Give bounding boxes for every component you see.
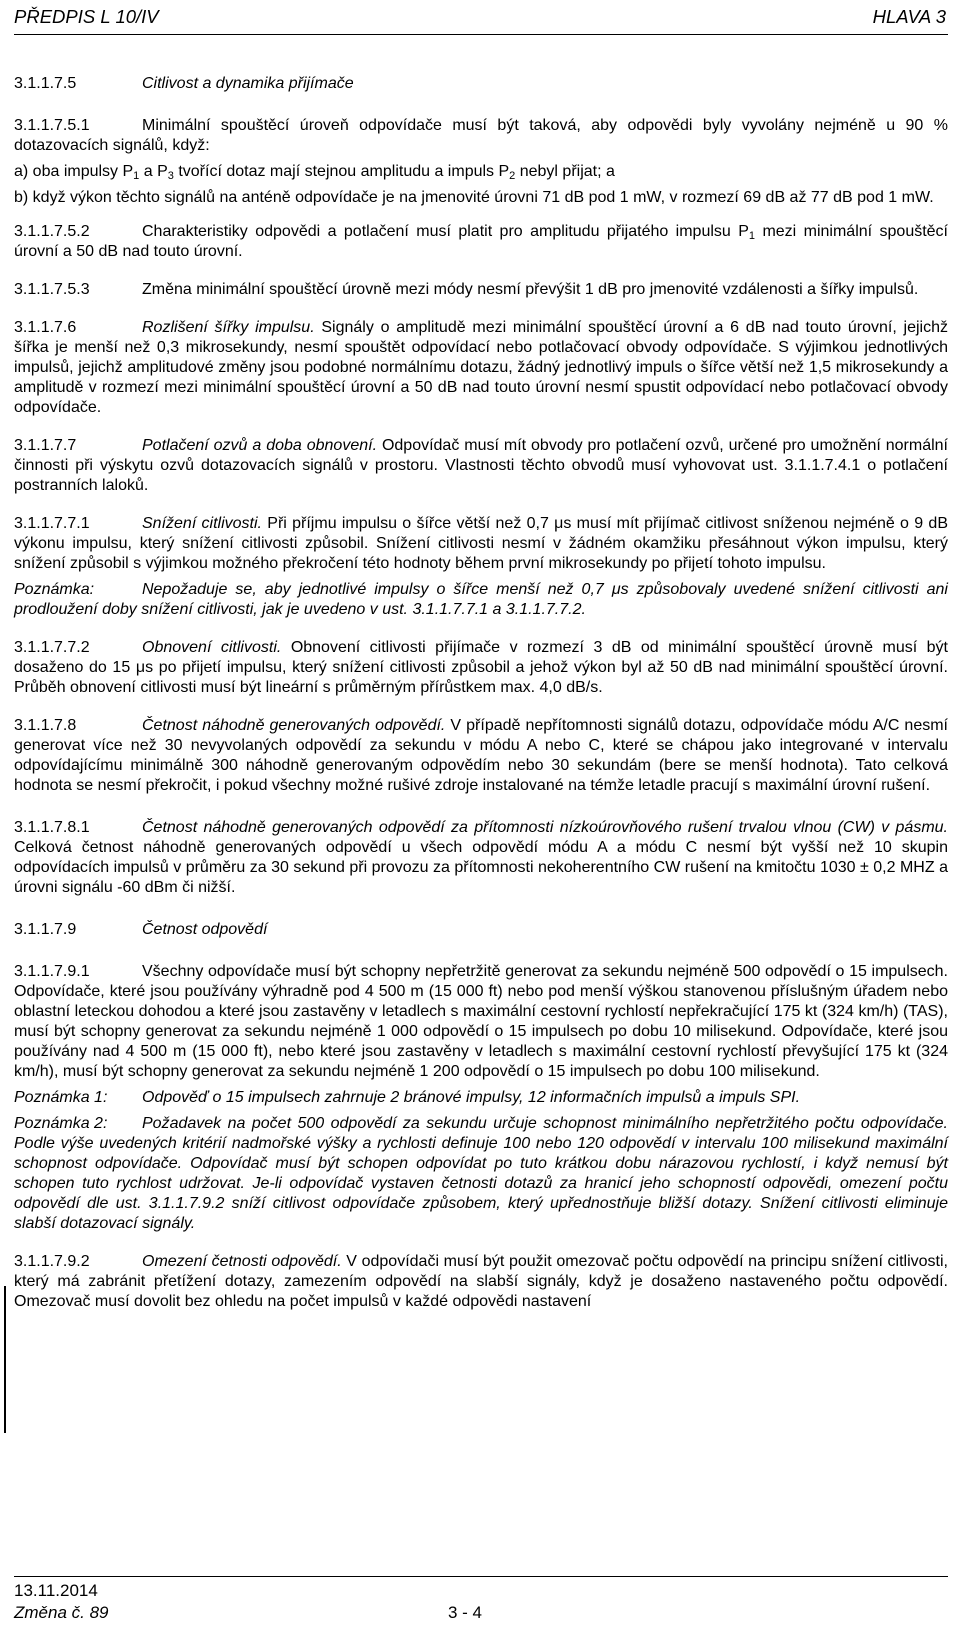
section-text: Všechny odpovídače musí být schopny nepřetržitě generovat za sekundu nejméně 500 odpovědí o 15 impulsech. Odpovídače, které jsou používány výhradně pod 4 500 m (15 000 ft) nebo pod menší výškou stanovenou příslušným úřadem nebo oblastní leteckou dohodou a které jsou zastavěny v letadlech s maximální cestovní rychlostí nepřekračující 175 kt (324 km/h) (TAS), musí být schopny generovat za sekundu nejméně 1 000 odpovědí o 15 impulsech po dobu 10 milisekund. Odpovídače, které jsou používány nad 4 500 m (15 000 ft), nebo které jsou zastavěny v letadlech s maximální cestovní rychlostí převyšující 175 kt (324 km/h), musí být schopny generovat za sekundu nejméně 1 200 odpovědí o 15 impulsech po dobu 100 milisekund.	[14, 963, 948, 1080]
note-poznamka-1	[14, 1088, 948, 1108]
section-number: 3.1.1.7.6	[14, 319, 77, 336]
section-3-1-1-7-8-1	[14, 818, 948, 898]
note-label: Poznámka:	[14, 581, 95, 598]
section-text: Celková četnost náhodně generovaných odpovědí u všech odpovědí módu A a módu C nesmí být vyšší než 10 skupin odpovídacích impulsů v průměru za 30 sekund při provozu za přítomnosti nekoherentního CW rušení na kmitočtu 1030 ± 0,2 MHZ a úrovni signálu -60 dBm či nižší.	[14, 839, 948, 896]
section-number: 3.1.1.7.9	[14, 921, 77, 938]
section-number: 3.1.1.7.8.1	[14, 819, 90, 836]
mu-symbol: μ	[135, 659, 146, 676]
page-footer	[14, 1576, 948, 1623]
note-1: Poznámka: Nepožaduje se, aby jednotlivé impulsy o šířce menší než 0,7 μs způsobovaly uvedené snížení citlivosti ani prodloužení doby snížení citlivosti, jak je uvedeno v ust. 3.1.1.7.7.1 a 3.1.1.7.7.2.	[14, 581, 948, 618]
section-3-1-1-7-7-2: 3.1.1.7.7.2 Obnovení citlivosti. Obnovení citlivosti přijímače v rozmezí 3 dB od minimální spouštěcí úrovně musí být dosaženo do 15 μs po přijetí impulsu, který snížení citlivosti způsobil a jehož výkon byl až 50 dB nad minimální spouštěcí úrovní. Průběh obnovení citlivosti musí být lineární s průměrným přírůstkem max. 4,0 dB/s.	[14, 639, 948, 696]
header-chapter: HLAVA 3	[872, 6, 946, 27]
list-item-b: b) když výkon těchto signálů na anténě odpovídače je na jmenovité úrovni 71 dB pod 1 mW, v rozmezí 69 dB až 77 dB pod 1 mW.	[14, 189, 934, 206]
change-bar	[4, 1286, 6, 1433]
section-3-1-1-7-8	[14, 716, 948, 796]
section-3-1-1-7-7-1: 3.1.1.7.7.1 Snížení citlivosti. Při příjmu impulsu o šířce větší než 0,7 μs musí mít přijímač citlivost sníženou nejméně o 9 dB výkonu impulsu, který snížení citlivosti způsobil. Snížení citlivosti nesmí v žádném okamžiku přesáhnout výkon impulsu, který snížení způsobil s výjimkou možného překročení této hodnoty během první mikrosekundy po přijetí tohoto impulsu.	[14, 515, 948, 572]
section-number: 3.1.1.7.9.2	[14, 1253, 90, 1270]
section-number: 3.1.1.7.8	[14, 717, 77, 734]
section-number: 3.1.1.7.5.3	[14, 281, 90, 298]
page-number: 3 - 4	[448, 1603, 483, 1622]
section-number: 3.1.1.7.9.1	[14, 963, 90, 980]
section-3-1-1-7-5-3	[14, 280, 948, 300]
section-3-1-1-7-9	[14, 920, 948, 940]
section-text: Změna minimální spouštěcí úrovně mezi módy nesmí převýšit 1 dB pro jmenovité vzdálenosti a šířky impulsů.	[142, 281, 919, 298]
note-label: Poznámka 1:	[14, 1089, 108, 1106]
section-number: 3.1.1.7.5	[14, 75, 77, 92]
footer-change: Změna č. 89	[14, 1603, 109, 1622]
section-3-1-1-7-7	[14, 436, 948, 496]
document-body	[14, 74, 948, 1312]
mu-symbol: μ	[554, 515, 564, 532]
section-title: Četnost odpovědí	[142, 921, 268, 938]
header-doc-title: PŘEDPIS L 10/IV	[14, 6, 159, 27]
section-text: Minimální spouštěcí úroveň odpovídače musí být taková, aby odpovědi byly vyvolány nejméně u 90 % dotazovacích signálů, když:	[14, 117, 948, 154]
section-3-1-1-7-6	[14, 318, 948, 418]
section-text: Odpovídač musí mít obvody pro potlačení ozvů, určené pro umožnění normální činnosti při výskytu ozvů dotazovacích signálů v prostoru. Vlastnosti těchto obvodů musí vyhovovat ust. 3.1.1.7.4.1 o potlačení postranních laloků.	[14, 437, 948, 494]
section-number: 3.1.1.7.7.2	[14, 639, 90, 656]
section-title: Četnost náhodně generovaných odpovědí.	[142, 717, 446, 734]
page-header	[14, 4, 948, 35]
note-label: Poznámka 2:	[14, 1115, 108, 1132]
section-number: 3.1.1.7.5.2	[14, 223, 90, 240]
section-title: Citlivost a dynamika přijímače	[142, 75, 354, 92]
section-title: Omezení četnosti odpovědí.	[142, 1253, 342, 1270]
note-text: Odpověď o 15 impulsech zahrnuje 2 bránové impulsy, 12 informačních impulsů a impuls SPI.	[142, 1089, 801, 1106]
mu-symbol: μ	[611, 581, 621, 598]
note-poznamka-2	[14, 1114, 948, 1234]
section-title: Rozlišení šířky impulsu.	[142, 319, 315, 336]
section-title: Četnost náhodně generovaných odpovědí za přítomnosti nízkoúrovňového rušení trvalou vlnou (CW) v pásmu.	[142, 819, 948, 836]
section-3-1-1-7-5	[14, 74, 948, 94]
section-number: 3.1.1.7.7.1	[14, 515, 90, 532]
section-text: Signály o amplitudě mezi minimální spouštěcí úrovní a 6 dB nad touto úrovní, jejichž šířka je menší než 0,3 mikrosekundy, nesmí spouštět odpovídací nebo potlačovací obvody odpovídače. S výjimkou jednotlivých impulsů, jejichž amplitudové změny jsou podobné normálnímu dotazu, žádný jednotlivý impuls o šířce větší než 1,5 mikrosekundy a amplitudě v rozmezí mezi minimální spouštěcí úrovní a 50 dB nad touto úrovní nesmí spustit odpovídací nebo potlačovací obvody odpovídače.	[14, 319, 948, 416]
footer-date: 13.11.2014	[14, 1581, 98, 1600]
section-3-1-1-7-5-2: 3.1.1.7.5.2 Charakteristiky odpovědi a potlačení musí platit pro amplitudu přijatého impulsu $P_1$ mezi minimální spouštěcí úrovní a 50 dB nad touto úrovní.	[14, 223, 949, 260]
section-3-1-1-7-9-2	[14, 1252, 948, 1312]
list-item-a: a) oba impulsy $P_1$ a $P_3$ tvořící dotaz mají stejnou amplitudu a impuls $P_2$ nebyl přijat; a	[14, 163, 615, 182]
note-text: Požadavek na počet 500 odpovědí za sekundu určuje schopnost minimálního nepřetržitého počtu odpovídače. Podle výše uvedených kritérií nadmořské výšky a rychlosti definuje 100 nebo 120 odpovědí v intervalu 100 milisekund maximální schopnost odpovídače. Odpovídač musí být schopen odpovídat po tuto krátkou dobu nárazovou rychlostí, i když nemusí být schopen tuto rychlost udržovat. Je-li odpovídač vystaven četnosti dotazů za hranicí jeho schopností odpovědi, omezení počtu odpovědí dle ust. 3.1.1.7.9.2 sníží citlivost odpovídače způsobem, který upřednostňuje bližší dotazy. Snížení citlivosti eliminuje slabší dotazovací signály.	[14, 1115, 948, 1232]
section-3-1-1-7-9-1	[14, 962, 948, 1082]
section-text: V případě nepřítomnosti signálů dotazu, odpovídače módu A/C nesmí generovat více než 30 nevyvolaných odpovědí za sekundu v módu A nebo C, které se chápou jako integrované v intervalu odpovídajícímu minimálně 300 náhodně generovaným odpovědím nebo 30 sekundám (bere se menší hodnota). Tato celková hodnota se nesmí překročit, i pokud všechny možné rušivé zdroje instalované na témže letadle pracují s maximální úrovní rušení.	[14, 717, 949, 794]
section-title: Obnovení citlivosti.	[142, 639, 282, 656]
section-number: 3.1.1.7.7	[14, 437, 77, 454]
section-title: Snížení citlivosti.	[142, 515, 262, 532]
section-number: 3.1.1.7.5.1	[14, 117, 90, 134]
section-text: V odpovídači musí být použit omezovač počtu odpovědí na principu snížení citlivosti, který má zabránit přetížení dotazy, zamezením odpovědí na slabší signály, když je dosaženo nastaveného počtu odpovědí. Omezovač musí dovolit bez ohledu na počet impulsů v každé odpovědi nastavení	[14, 1253, 948, 1310]
section-title: Potlačení ozvů a doba obnovení.	[142, 437, 378, 454]
section-3-1-1-7-5-1	[14, 116, 948, 156]
